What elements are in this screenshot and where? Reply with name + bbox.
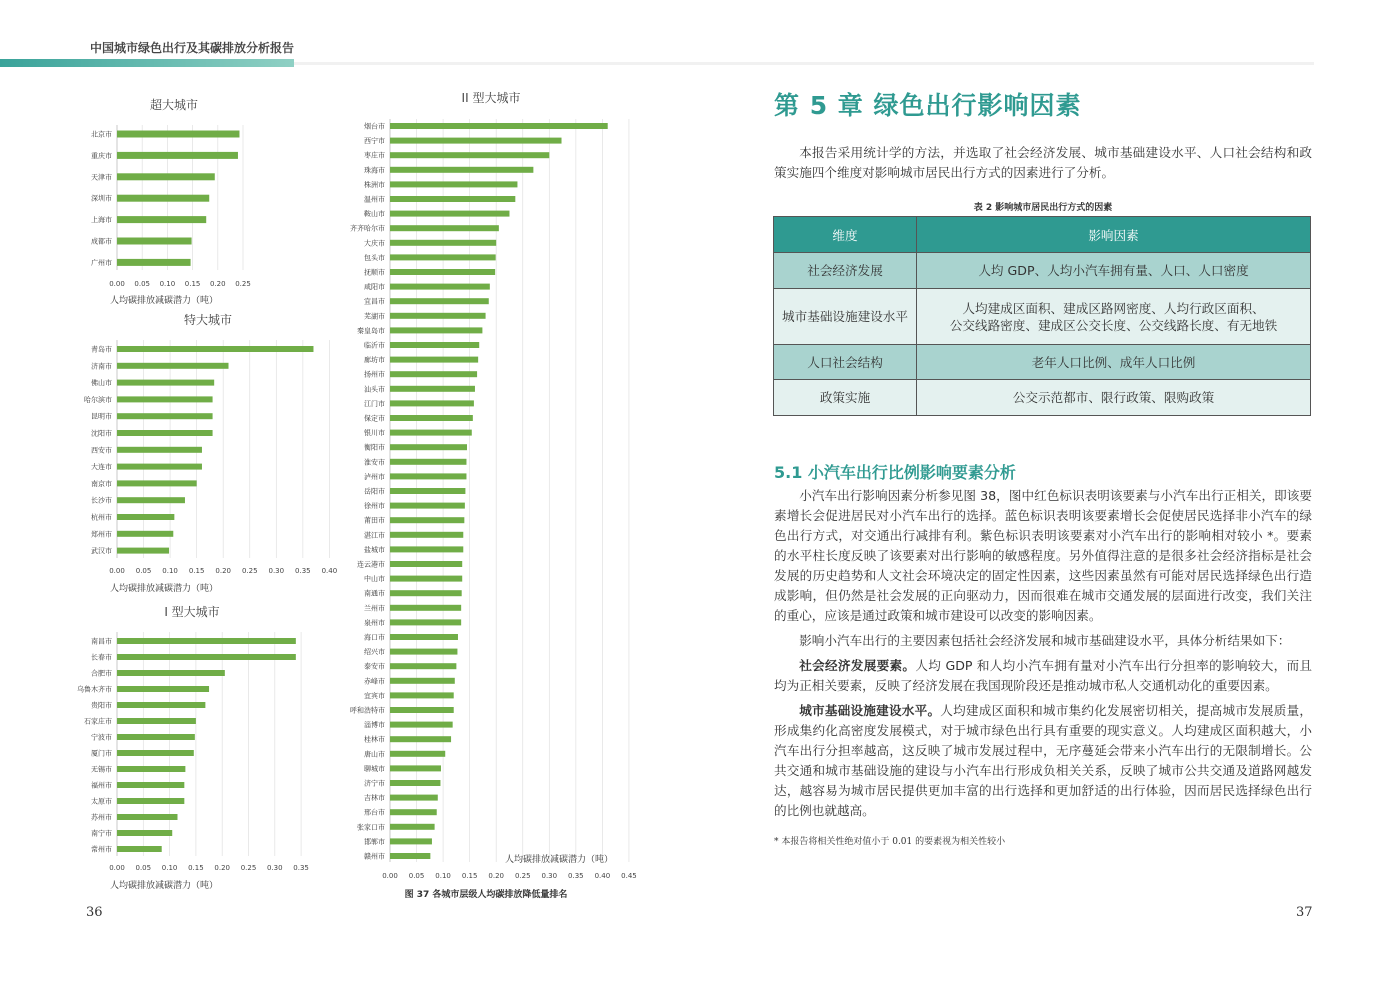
bar-泉州市 <box>390 619 461 625</box>
category-label: 吉林市 <box>364 794 385 803</box>
category-label: 烟台市 <box>364 122 385 131</box>
bar-青岛市 <box>117 346 313 352</box>
x-tick-label: 0.35 <box>568 872 584 880</box>
category-label: 咸阳市 <box>364 283 385 292</box>
category-label: 哈尔滨市 <box>84 395 112 404</box>
body-text-economic: 人均 GDP 和人均小汽车拥有量对小汽车出行分担率的影响较大，而且均为正相关要素，反映了经济发展在我国现阶段还是推动城市私人交通机动化的重要因素。 <box>774 658 1313 693</box>
bar-衡阳市 <box>390 444 467 450</box>
x-tick-label: 0.20 <box>488 872 504 880</box>
category-label: 南京市 <box>91 479 112 488</box>
x-tick-label: 0.10 <box>161 864 178 872</box>
bar-常州市 <box>117 846 162 852</box>
bar-大连市 <box>117 464 202 470</box>
bar-温州市 <box>390 196 515 202</box>
category-label: 芜湖市 <box>364 312 385 321</box>
table-cell-dimension: 社会经济发展 <box>774 253 917 289</box>
category-label: 广州市 <box>91 258 112 267</box>
category-label: 齐齐哈尔市 <box>350 224 385 233</box>
bar-秦皇岛市 <box>390 327 482 333</box>
table-cell-dimension: 城市基础设施建设水平 <box>774 289 917 345</box>
factor-line-1: 人均建成区面积、建成区路网密度、人均行政区面积、 <box>962 300 1265 316</box>
bar-绍兴市 <box>390 649 457 655</box>
bar-珠海市 <box>390 167 533 173</box>
bar-宜宾市 <box>390 692 454 698</box>
bar-吉林市 <box>390 795 438 801</box>
bar-包头市 <box>390 254 496 260</box>
x-tick-label: 0.15 <box>461 872 478 880</box>
category-label: 南昌市 <box>91 637 112 646</box>
bar-石家庄市 <box>117 718 196 724</box>
bar-沈阳市 <box>117 430 213 436</box>
category-label: 绍兴市 <box>364 648 385 657</box>
bar-银川市 <box>390 430 472 436</box>
bar-莆田市 <box>390 517 464 523</box>
category-label: 宜昌市 <box>364 297 385 306</box>
figure-caption: 图 37 各城市层级人均碳排放降低量排名 <box>404 890 568 900</box>
bar-中山市 <box>390 576 462 582</box>
bar-岳阳市 <box>390 488 465 494</box>
category-label: 无锡市 <box>91 765 112 774</box>
bar-扬州市 <box>390 371 477 377</box>
x-axis-label: 人均碳排放减碳潜力（吨） <box>110 296 219 306</box>
section-body <box>774 486 1312 826</box>
x-axis-label: 人均碳排放减碳潜力（吨） <box>505 855 614 865</box>
category-label: 苏州市 <box>91 813 112 822</box>
bar-无锡市 <box>117 766 185 772</box>
x-tick-label: 0.00 <box>382 872 398 880</box>
bar-昆明市 <box>117 413 213 419</box>
bar-泸州市 <box>390 473 466 479</box>
bar-赣州市 <box>390 853 430 859</box>
x-axis-label: 人均碳排放减碳潜力（吨） <box>110 881 219 891</box>
x-tick-label: 0.35 <box>295 567 311 575</box>
bar-上海市 <box>117 216 206 223</box>
bar-芜湖市 <box>390 313 486 319</box>
category-label: 佛山市 <box>91 379 112 388</box>
factor-line-2: 公交线路密度、建成区公交长度、公交线路长度、有无地铁 <box>949 317 1278 333</box>
x-tick-label: 0.00 <box>109 280 125 288</box>
category-label: 济宁市 <box>364 779 385 788</box>
bar-泰安市 <box>390 663 456 669</box>
category-label: 邯郸市 <box>364 837 385 846</box>
category-label: 合肥市 <box>91 669 112 678</box>
category-label: 徐州市 <box>364 502 385 511</box>
category-label: 西宁市 <box>364 137 385 146</box>
bar-济南市 <box>117 363 229 369</box>
x-tick-label: 0.25 <box>235 280 251 288</box>
chart-title: I 型大城市 <box>164 605 220 619</box>
x-tick-label: 0.05 <box>134 280 150 288</box>
table-row <box>774 380 1311 416</box>
category-label: 西安市 <box>91 446 112 455</box>
bar-齐齐哈尔市 <box>390 225 499 231</box>
bar-赤峰市 <box>390 678 455 684</box>
bar-海口市 <box>390 634 458 640</box>
category-label: 株洲市 <box>364 180 385 189</box>
footnote: * 本报告将相关性绝对值小于 0.01 的要素视为相关性较小 <box>774 837 1006 847</box>
table-cell-factors: 老年人口比例、成年人口比例 <box>917 345 1311 380</box>
category-label: 淮安市 <box>364 458 385 467</box>
x-tick-label: 0.05 <box>135 567 152 575</box>
category-label: 赤峰市 <box>364 677 385 686</box>
bar-成都市 <box>117 238 192 245</box>
category-label: 兰州市 <box>364 604 385 613</box>
bar-桂林市 <box>390 736 451 742</box>
category-label: 湛江市 <box>364 531 385 540</box>
bar-太原市 <box>117 798 184 804</box>
bar-南通市 <box>390 590 462 596</box>
bar-唐山市 <box>390 751 445 757</box>
bar-天津市 <box>117 173 215 180</box>
body-paragraph-4 <box>774 701 1312 821</box>
bar-佛山市 <box>117 380 214 386</box>
bar-哈尔滨市 <box>117 396 213 402</box>
category-label: 呼和浩特市 <box>350 706 385 715</box>
table-header-dimension: 维度 <box>774 217 917 253</box>
category-label: 南通市 <box>364 589 385 598</box>
category-label: 乌鲁木齐市 <box>77 685 112 694</box>
bar-南昌市 <box>117 638 296 644</box>
bar-杭州市 <box>117 514 174 520</box>
x-tick-label: 0.45 <box>621 872 637 880</box>
bar-聊城市 <box>390 765 441 771</box>
category-label: 宜宾市 <box>364 691 385 700</box>
x-tick-label: 0.40 <box>594 872 611 880</box>
bar-西安市 <box>117 447 202 453</box>
category-label: 唐山市 <box>364 750 385 759</box>
bar-深圳市 <box>117 195 209 202</box>
bar-长春市 <box>117 654 296 660</box>
bar-江门市 <box>390 400 474 406</box>
bar-邢台市 <box>390 809 437 815</box>
category-label: 太原市 <box>91 797 112 806</box>
category-label: 大庆市 <box>364 239 385 248</box>
category-label: 长春市 <box>91 653 112 662</box>
page-number-left: 36 <box>86 905 103 920</box>
x-tick-label: 0.20 <box>210 280 226 288</box>
chart-title: 超大城市 <box>149 98 199 112</box>
category-label: 北京市 <box>91 130 112 139</box>
category-label: 深圳市 <box>91 194 112 203</box>
x-tick-label: 0.15 <box>188 567 205 575</box>
category-label: 济南市 <box>91 362 112 371</box>
bar-株洲市 <box>390 181 517 187</box>
bar-贵阳市 <box>117 702 205 708</box>
x-tick-label: 0.30 <box>267 864 283 872</box>
chapter-title: 第 5 章 绿色出行影响因素 <box>774 91 1082 120</box>
bar-长沙市 <box>117 497 185 503</box>
bar-张家口市 <box>390 824 435 830</box>
table-cell-factors <box>917 289 1311 345</box>
bar-济宁市 <box>390 780 440 786</box>
category-label: 秦皇岛市 <box>357 326 385 335</box>
category-label: 邢台市 <box>364 808 385 817</box>
chart-title: 特大城市 <box>183 313 233 327</box>
bar-烟台市 <box>390 123 608 129</box>
category-label: 赣州市 <box>364 852 385 861</box>
intro-paragraph: 本报告采用统计学的方法，并选取了社会经济发展、城市基础建设水平、人口社会结构和政策实施四个维度对影响城市居民出行方式的因素进行了分析。 <box>774 145 1312 180</box>
bar-乌鲁木齐市 <box>117 686 209 692</box>
category-label: 宁波市 <box>91 733 112 742</box>
category-label: 沈阳市 <box>91 429 112 438</box>
category-label: 盐城市 <box>364 545 385 554</box>
bar-广州市 <box>117 259 191 266</box>
bar-鞍山市 <box>390 211 509 217</box>
category-label: 重庆市 <box>91 151 112 160</box>
category-label: 杭州市 <box>91 513 112 522</box>
category-label: 郑州市 <box>91 530 112 539</box>
category-label: 中山市 <box>364 575 385 584</box>
bar-厦门市 <box>117 750 194 756</box>
table-header-row <box>774 217 1311 253</box>
category-label: 天津市 <box>91 173 112 182</box>
section-title: 5.1 小汽车出行比例影响要素分析 <box>774 463 1016 482</box>
x-tick-label: 0.30 <box>541 872 558 880</box>
x-tick-label: 0.25 <box>240 864 257 872</box>
table-row <box>774 345 1311 380</box>
bar-徐州市 <box>390 503 465 509</box>
report-header-title: 中国城市绿色出行及其碳排放分析报告 <box>90 41 295 55</box>
category-label: 青岛市 <box>91 345 112 354</box>
category-label: 廊坊市 <box>364 356 385 365</box>
x-tick-label: 0.20 <box>215 567 231 575</box>
category-label: 银川市 <box>364 429 385 438</box>
bar-汕头市 <box>390 386 475 392</box>
category-label: 泰安市 <box>364 662 385 671</box>
category-label: 南宁市 <box>91 829 112 838</box>
factors-table <box>773 216 1311 416</box>
bar-盐城市 <box>390 546 463 552</box>
x-tick-label: 0.00 <box>109 567 125 575</box>
intro-paragraph-block <box>774 143 1312 183</box>
category-label: 保定市 <box>364 414 385 423</box>
body-paragraph-3 <box>774 656 1312 696</box>
bar-宜昌市 <box>390 298 489 304</box>
bar-北京市 <box>117 131 239 138</box>
bar-枣庄市 <box>390 152 549 158</box>
category-label: 汕头市 <box>364 385 385 394</box>
bar-福州市 <box>117 782 184 788</box>
bar-宁波市 <box>117 734 195 740</box>
x-tick-label: 0.15 <box>184 280 201 288</box>
category-label: 抚顺市 <box>364 268 385 277</box>
category-label: 常州市 <box>91 845 112 854</box>
category-label: 石家庄市 <box>84 717 112 726</box>
category-label: 连云港市 <box>357 560 385 569</box>
bar-南京市 <box>117 480 197 486</box>
x-tick-label: 0.30 <box>268 567 285 575</box>
category-label: 珠海市 <box>364 166 385 175</box>
bar-大庆市 <box>390 240 496 246</box>
x-tick-label: 0.10 <box>159 280 176 288</box>
category-label: 贵阳市 <box>91 701 112 710</box>
chart-title: II 型大城市 <box>461 91 521 105</box>
bar-苏州市 <box>117 814 177 820</box>
category-label: 江门市 <box>364 399 385 408</box>
table-cell-factors: 公交示范都市、限行政策、限购政策 <box>917 380 1311 416</box>
category-label: 泸州市 <box>364 472 385 481</box>
x-tick-label: 0.10 <box>162 567 178 575</box>
category-label: 枣庄市 <box>364 151 385 160</box>
category-label: 扬州市 <box>364 370 385 379</box>
bar-郑州市 <box>117 531 173 537</box>
bar-淮安市 <box>390 459 466 465</box>
category-label: 大连市 <box>91 463 112 472</box>
category-label: 张家口市 <box>357 823 385 832</box>
category-label: 厦门市 <box>91 749 112 758</box>
table-caption: 表 2 影响城市居民出行方式的因素 <box>973 203 1113 213</box>
bar-呼和浩特市 <box>390 707 454 713</box>
category-label: 上海市 <box>91 216 112 225</box>
body-text-infrastructure: 人均建成区面积和城市集约化发展密切相关，提高城市发展质量，形成集约化高密度发展模式，对于城市绿色出行具有重要的现实意义。人均建成区面积越大，小汽车出行分担率越高，这反映了城市发展过程中，无序蔓延会带来小汽车出行的无限制增长。公共交通和城市基础设施的建设与小汽车出行形成负相关关系，反映了城市公共交通及道路网越发达，越容易为城市居民提供更加丰富的出行选择和更加舒适的出行体验，因而居民选择绿色出行的比例也就越高。 <box>774 703 1313 818</box>
page-number-right: 37 <box>1296 905 1313 920</box>
table-row <box>774 289 1311 345</box>
bar-邯郸市 <box>390 838 432 844</box>
bold-lead-economic: 社会经济发展要素。 <box>799 658 916 673</box>
bar-淄博市 <box>390 722 453 728</box>
category-label: 聊城市 <box>364 764 385 773</box>
x-tick-label: 0.20 <box>214 864 230 872</box>
x-tick-label: 0.10 <box>435 872 451 880</box>
x-tick-label: 0.40 <box>321 567 338 575</box>
x-axis-label: 人均碳排放减碳潜力（吨） <box>110 584 219 594</box>
bar-抚顺市 <box>390 269 495 275</box>
category-label: 莆田市 <box>364 516 385 525</box>
x-tick-label: 0.00 <box>109 864 125 872</box>
bar-合肥市 <box>117 670 225 676</box>
x-tick-label: 0.35 <box>293 864 309 872</box>
bar-咸阳市 <box>390 284 490 290</box>
bar-保定市 <box>390 415 473 421</box>
table-cell-factors: 人均 GDP、人均小汽车拥有量、人口、人口密度 <box>917 253 1311 289</box>
bar-重庆市 <box>117 152 238 159</box>
x-tick-label: 0.25 <box>514 872 531 880</box>
category-label: 海口市 <box>364 633 385 642</box>
bar-廊坊市 <box>390 357 478 363</box>
table-cell-dimension: 政策实施 <box>774 380 917 416</box>
category-label: 泉州市 <box>364 618 385 627</box>
bar-连云港市 <box>390 561 462 567</box>
category-label: 武汉市 <box>91 547 112 556</box>
category-label: 成都市 <box>91 237 112 246</box>
bar-南宁市 <box>117 830 172 836</box>
category-label: 福州市 <box>91 781 112 790</box>
body-paragraph-1: 小汽车出行影响因素分析参见图 38，图中红色标识表明该要素与小汽车出行正相关，即该要素增长会促进居民对小汽车出行的选择。蓝色标识表明该要素增长会促使居民选择非小汽车的绿色出行方式，对交通出行减排有利。紫色标识表明该要素对小汽车出行的影响相对较小 *。要素的水平柱长度反映了该要素对出行影响的敏感程度。另外值得注意的是很多社会经济指标是社会发展的历史趋势和人文社会环境决定的固定性因素，这些因素虽然有可能对居民选择绿色出行造成影响，但仍然是社会发展的正向驱动力，因而很难在城市交通发展的层面进行改变，我们关注的重心，应该是通过政策和城市建设可以改变的影响因素。 <box>774 488 1312 623</box>
body-paragraph-2: 影响小汽车出行的主要因素包括社会经济发展和城市基础建设水平，具体分析结果如下： <box>799 633 1291 648</box>
category-label: 淄博市 <box>364 721 385 730</box>
x-tick-label: 0.15 <box>188 864 204 872</box>
category-label: 包头市 <box>364 253 385 262</box>
bold-lead-infrastructure: 城市基础设施建设水平。 <box>799 703 941 718</box>
category-label: 鞍山市 <box>364 210 385 219</box>
bar-临沂市 <box>390 342 479 348</box>
category-label: 温州市 <box>364 195 385 204</box>
category-label: 昆明市 <box>91 412 112 421</box>
table-cell-dimension: 人口社会结构 <box>774 345 917 380</box>
table-header-factors: 影响因素 <box>917 217 1311 253</box>
bar-武汉市 <box>117 548 169 554</box>
bar-兰州市 <box>390 605 461 611</box>
x-tick-label: 0.25 <box>241 567 258 575</box>
x-tick-label: 0.05 <box>408 872 425 880</box>
category-label: 衡阳市 <box>364 443 385 452</box>
category-label: 桂林市 <box>364 735 385 744</box>
bar-西宁市 <box>390 138 562 144</box>
bar-湛江市 <box>390 532 463 538</box>
category-label: 临沂市 <box>364 341 385 350</box>
category-label: 长沙市 <box>91 496 112 505</box>
category-label: 岳阳市 <box>364 487 385 496</box>
table-row <box>774 253 1311 289</box>
x-tick-label: 0.05 <box>135 864 152 872</box>
